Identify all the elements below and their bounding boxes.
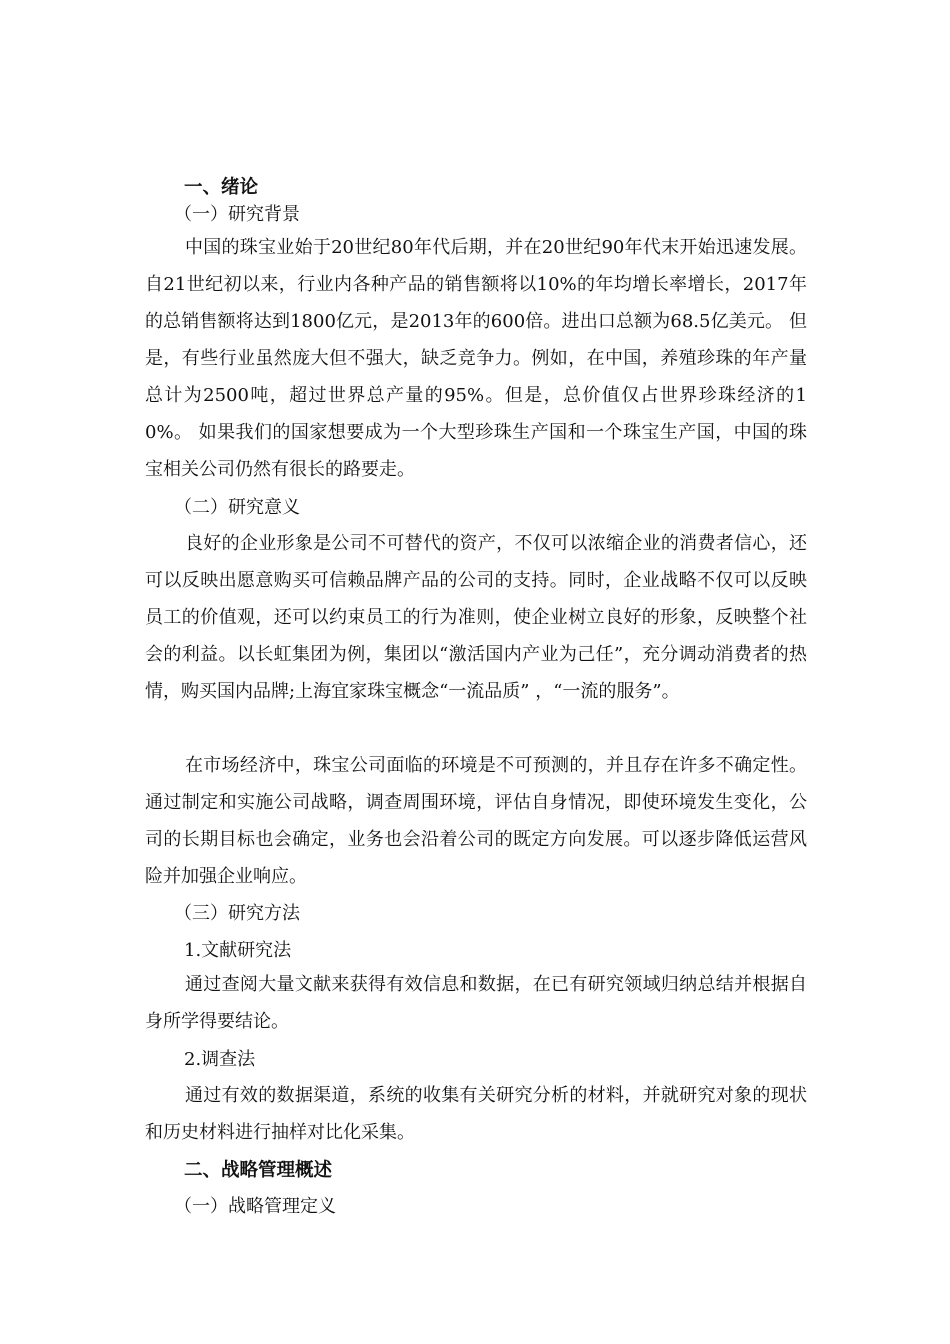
method-heading-survey: 2.调查法 [184, 1049, 256, 1070]
paragraph-method-survey: 通过有效的数据渠道，系统的收集有关研究分析的材料，并就研究对象的现状和历史材料进行抽样对比化采集。 [145, 1085, 807, 1143]
paragraph-significance-1: 良好的企业形象是公司不可替代的资产，不仅可以浓缩企业的消费者信心，还可以反映出愿意购买可信赖品牌产品的公司的支持。同时，企业战略不仅可以反映员工的价值观，还可以约束员工的行为准则，使企业树立良好的形象，反映整个社会的利益。以长虹集团为例，集团以“激活国内产业为己任”，充分调动消费者的热情，购买国内品牌;上海宜家珠宝概念“一流品质” ，“一流的服务”。 [145, 533, 807, 702]
method-heading-literature: 1.文献研究法 [184, 940, 292, 961]
paragraph-significance-2: 在市场经济中，珠宝公司面临的环境是不可预测的，并且存在许多不确定性。通过制定和实施公司战略，调查周围环境，评估自身情况，即使环境发生变化，公司的长期目标也会确定，业务也会沿着公司的既定方向发展。可以逐步降低运营风险并加强企业响应。 [145, 755, 807, 887]
subsection-heading-significance: （二）研究意义 [174, 497, 300, 518]
paragraph-background: 中国的珠宝业始于20世纪80年代后期，并在20世纪90年代末开始迅速发展。自21世纪初以来，行业内各种产品的销售额将以10%的年均增长率增长，2017年的总销售额将达到1800亿元，是2013年的600倍。进出口总额为68.5亿美元。 但是，有些行业虽然庞大但不强大，缺乏竞争力。例如，在中国，养殖珍珠的年产量总计为2500吨，超过世界总产量的95%。但是，总价值仅占世界珍珠经济的10%。 如果我们的国家想要成为一个大型珍珠生产国和一个珠宝生产国，中国的珠宝相关公司仍然有很长的路要走。 [145, 237, 807, 480]
section-heading-introduction: 一、绪论 [184, 177, 259, 198]
section-heading-strategy-overview: 二、战略管理概述 [184, 1160, 333, 1181]
subsection-heading-methods: （三）研究方法 [174, 903, 300, 924]
subsection-heading-definition: （一）战略管理定义 [174, 1196, 336, 1217]
subsection-heading-background: （一）研究背景 [174, 204, 300, 225]
paragraph-method-literature: 通过查阅大量文献来获得有效信息和数据，在已有研究领域归纳总结并根据自身所学得要结论。 [145, 974, 807, 1032]
